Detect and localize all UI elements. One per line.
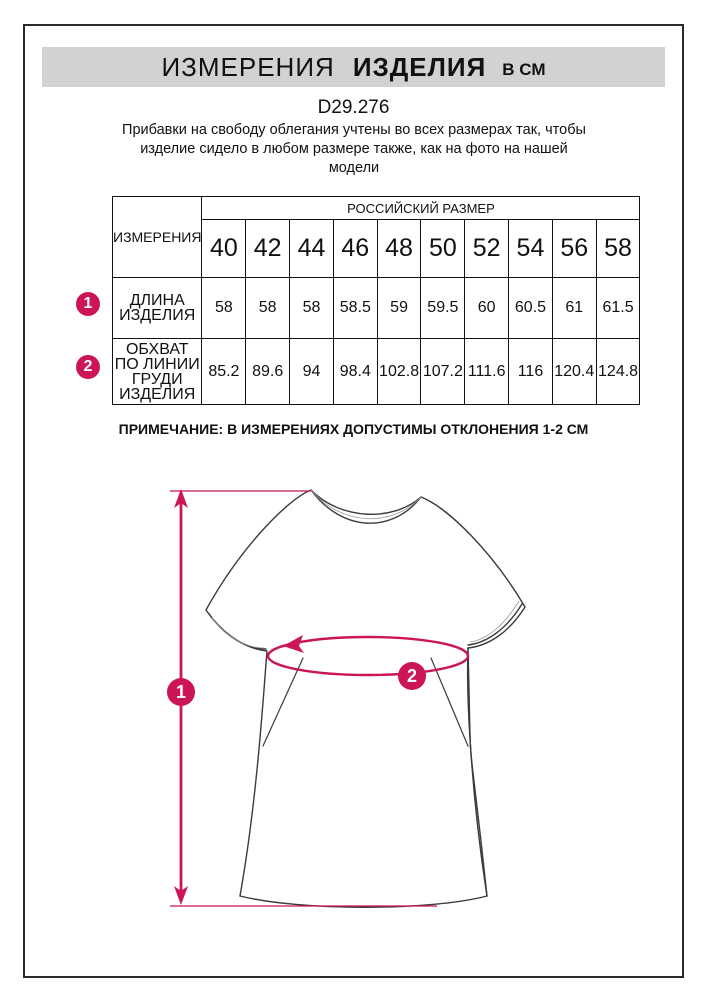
product-code: D29.276 xyxy=(317,97,390,118)
table-cell: 60.5 xyxy=(509,278,553,339)
table-cell: 120.4 xyxy=(552,339,596,405)
size-col-header: 58 xyxy=(596,220,640,278)
title-measurements: ИЗМЕРЕНИЯ xyxy=(161,51,335,82)
table-cell: 102.8 xyxy=(377,339,421,405)
size-col-header: 46 xyxy=(333,220,377,278)
table-cell: 85.2 xyxy=(202,339,246,405)
row-label-length: ДЛИНА ИЗДЕЛИЯ xyxy=(113,278,202,339)
diagram-marker-chest: 2 xyxy=(398,662,426,690)
table-cell: 58 xyxy=(202,278,246,339)
table-cell: 59 xyxy=(377,278,421,339)
table-cell: 111.6 xyxy=(465,339,509,405)
size-col-header: 40 xyxy=(202,220,246,278)
table-header-measurements: ИЗМЕРЕНИЯ xyxy=(113,197,202,278)
row-marker-1: 1 xyxy=(76,292,100,316)
table-cell: 94 xyxy=(290,339,334,405)
table-cell: 107.2 xyxy=(421,339,465,405)
table-cell: 124.8 xyxy=(596,339,640,405)
fit-description-line: изделие сидело в любом размере также, как на фото на нашей xyxy=(140,141,568,157)
table-cell: 58 xyxy=(290,278,334,339)
row-label-chest: ОБХВАТ ПО ЛИНИИ ГРУДИ ИЗДЕЛИЯ xyxy=(113,339,202,405)
size-col-header: 44 xyxy=(290,220,334,278)
table-cell: 98.4 xyxy=(333,339,377,405)
title-unit: В СМ xyxy=(502,60,546,79)
table-cell: 116 xyxy=(509,339,553,405)
title-product: ИЗДЕЛИЯ xyxy=(352,51,487,82)
fit-description-line: модели xyxy=(328,160,380,176)
title-bar xyxy=(42,47,665,87)
table-cell: 89.6 xyxy=(246,339,290,405)
row-marker-2: 2 xyxy=(76,355,100,379)
table-row-length xyxy=(113,278,640,339)
fit-description xyxy=(84,121,624,178)
size-col-header: 42 xyxy=(246,220,290,278)
size-col-header: 54 xyxy=(509,220,553,278)
table-cell: 61 xyxy=(552,278,596,339)
size-col-header: 52 xyxy=(465,220,509,278)
table-cell: 61.5 xyxy=(596,278,640,339)
table-cell: 60 xyxy=(465,278,509,339)
tolerance-note: ПРИМЕЧАНИЕ: В ИЗМЕРЕНИЯХ ДОПУСТИМЫ ОТКЛОНЕНИЯ 1-2 СМ xyxy=(118,421,589,437)
table-row-chest xyxy=(113,339,640,405)
table-cell: 59.5 xyxy=(421,278,465,339)
size-col-header: 56 xyxy=(552,220,596,278)
diagram-marker-length: 1 xyxy=(167,678,195,706)
size-col-header: 50 xyxy=(421,220,465,278)
size-table xyxy=(112,196,640,405)
table-cell: 58 xyxy=(246,278,290,339)
size-col-header: 48 xyxy=(377,220,421,278)
fit-description-line: Прибавки на свободу облегания учтены во всех размерах так, чтобы xyxy=(122,122,586,138)
table-cell: 58.5 xyxy=(333,278,377,339)
table-header-size-group: РОССИЙСКИЙ РАЗМЕР xyxy=(202,197,640,220)
